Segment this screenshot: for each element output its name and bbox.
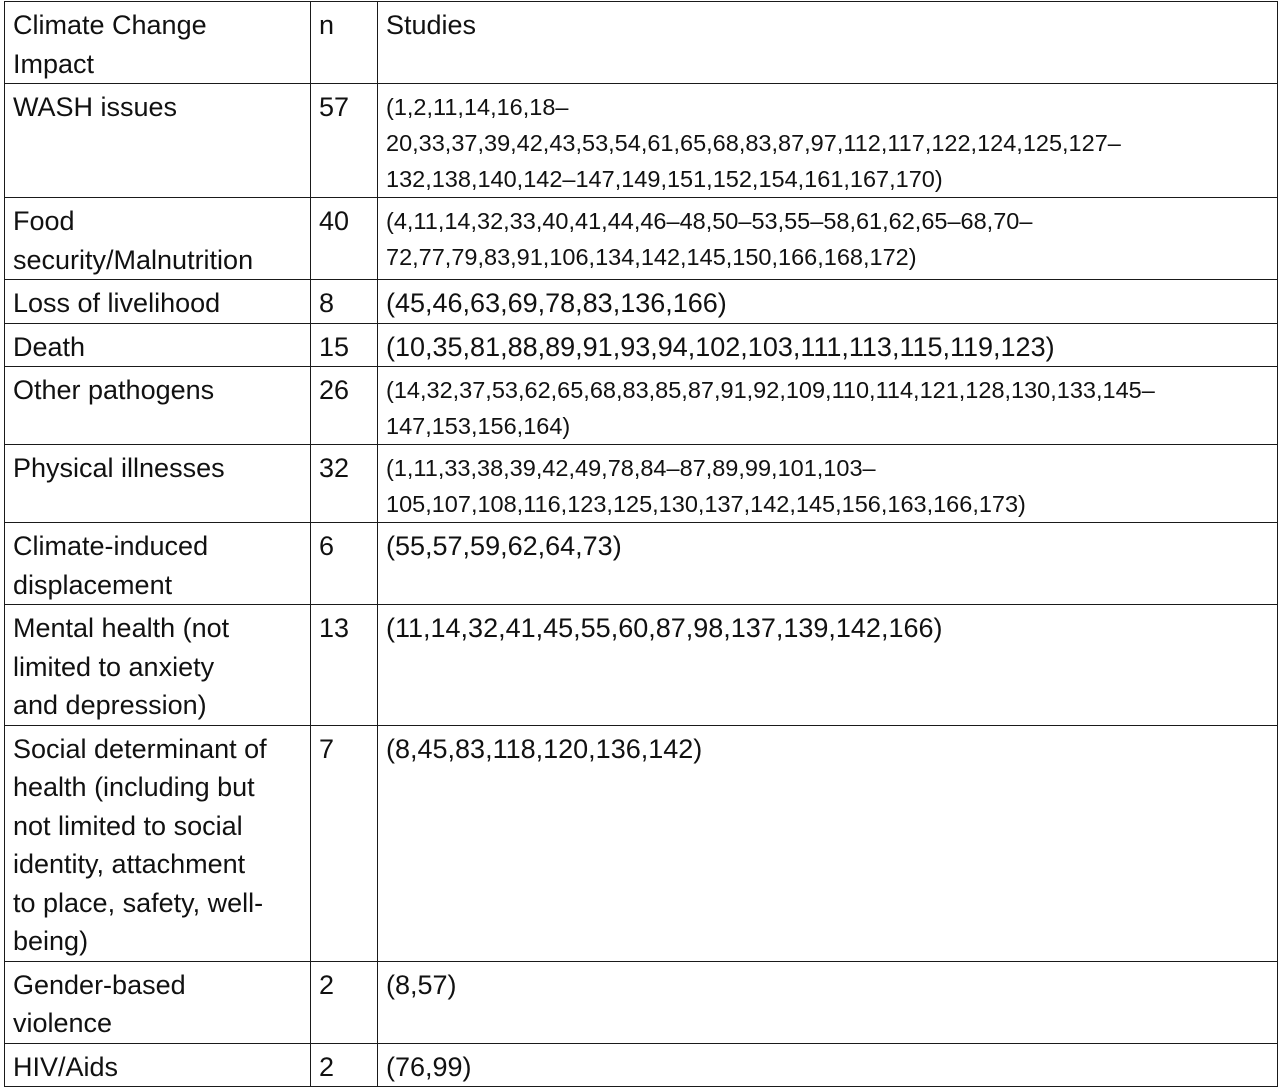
impact-line: Other pathogens (13, 375, 215, 405)
table-row (5, 961, 1278, 1043)
table-row (5, 198, 1278, 280)
studies-cell (378, 725, 1278, 961)
n-cell: 8 (311, 280, 378, 324)
studies-cell (378, 523, 1278, 605)
table-row (5, 445, 1278, 523)
studies-line: 147,153,156,164) (386, 413, 571, 439)
studies-line: (55,57,59,62,64,73) (386, 531, 622, 561)
impact-line: Physical illnesses (13, 453, 225, 483)
impact-line: limited to anxiety (13, 651, 215, 682)
studies-line: 132,138,140,142–147,149,151,152,154,161,167,170) (386, 166, 943, 192)
header-impact-line: Impact (13, 48, 95, 79)
studies-cell (378, 367, 1278, 445)
table-row (5, 280, 1278, 324)
impact-line: violence (13, 1008, 113, 1038)
n-cell: 2 (311, 1043, 378, 1087)
impact-line: not limited to social (13, 810, 243, 841)
studies-cell (378, 445, 1278, 523)
studies-cell (378, 605, 1278, 726)
table-row (5, 323, 1278, 367)
n-cell: 40 (311, 198, 378, 280)
studies-cell (378, 961, 1278, 1043)
n-cell: 26 (311, 367, 378, 445)
impact-cell (5, 280, 311, 324)
n-cell: 7 (311, 725, 378, 961)
studies-line: 72,77,79,83,91,106,134,142,145,150,166,168,172) (386, 244, 917, 270)
studies-line: (1,2,11,14,16,18– (386, 94, 569, 120)
table-row (5, 84, 1278, 198)
impact-line: WASH issues (13, 92, 178, 122)
impact-cell (5, 323, 311, 367)
impact-cell (5, 961, 311, 1043)
table-header-row (5, 2, 1278, 84)
studies-line: (8,45,83,118,120,136,142) (386, 733, 703, 764)
studies-cell (378, 198, 1278, 280)
impact-line: identity, attachment (13, 849, 246, 879)
studies-line: (1,11,33,38,39,42,49,78,84–87,89,99,101,103– (386, 455, 876, 481)
studies-cell (378, 1043, 1278, 1087)
studies-line: (4,11,14,32,33,40,41,44,46–48,50–53,55–58,61,62,65–68,70– (386, 208, 1033, 234)
studies-line: 105,107,108,116,123,125,130,137,142,145,156,163,166,173) (386, 491, 1026, 517)
impact-cell (5, 367, 311, 445)
table-row (5, 367, 1278, 445)
studies-line: (10,35,81,88,89,91,93,94,102,103,111,113,115,119,123) (386, 331, 1055, 362)
impact-line: and depression) (13, 690, 207, 720)
impact-cell (5, 1043, 311, 1087)
header-studies: Studies (378, 2, 1278, 84)
impact-line: being) (13, 926, 89, 956)
studies-cell (378, 323, 1278, 367)
studies-cell (378, 280, 1278, 324)
studies-line: (45,46,63,69,78,83,136,166) (386, 288, 727, 318)
impact-line: Death (13, 331, 86, 362)
n-cell: 32 (311, 445, 378, 523)
studies-cell (378, 84, 1278, 198)
header-n: n (311, 2, 378, 84)
studies-line: (76,99) (386, 1051, 472, 1082)
studies-line: (11,14,32,41,45,55,60,87,98,137,139,142,166) (386, 613, 943, 643)
studies-line: 20,33,37,39,42,43,53,54,61,65,68,83,87,97,112,117,122,124,125,127– (386, 130, 1121, 156)
n-cell: 57 (311, 84, 378, 198)
n-cell: 2 (311, 961, 378, 1043)
impact-line: Social determinant of (13, 733, 267, 764)
impact-line: Climate-induced (13, 531, 209, 561)
impact-cell (5, 84, 311, 198)
n-cell: 15 (311, 323, 378, 367)
table-row (5, 1043, 1278, 1087)
impact-cell (5, 445, 311, 523)
impact-line: security/Malnutrition (13, 244, 254, 275)
n-cell: 13 (311, 605, 378, 726)
table-row (5, 523, 1278, 605)
studies-line: (8,57) (386, 969, 457, 1000)
header-impact (5, 2, 311, 84)
climate-impact-table (4, 1, 1278, 1087)
impact-line: displacement (13, 569, 173, 600)
impact-cell (5, 605, 311, 726)
impact-line: Food (13, 206, 75, 236)
impact-line: Loss of livelihood (13, 288, 221, 318)
impact-cell (5, 523, 311, 605)
table-row (5, 605, 1278, 726)
n-cell: 6 (311, 523, 378, 605)
studies-line: (14,32,37,53,62,65,68,83,85,87,91,92,109,110,114,121,128,130,133,145– (386, 377, 1155, 403)
impact-line: to place, safety, well- (13, 887, 264, 918)
impact-cell (5, 725, 311, 961)
header-impact-line: Climate Change (13, 10, 207, 40)
impact-line: Gender-based (13, 969, 186, 1000)
table-row (5, 725, 1278, 961)
impact-line: HIV/Aids (13, 1051, 119, 1082)
impact-line: health (including but (13, 772, 255, 802)
impact-line: Mental health (not (13, 613, 230, 643)
impact-cell (5, 198, 311, 280)
